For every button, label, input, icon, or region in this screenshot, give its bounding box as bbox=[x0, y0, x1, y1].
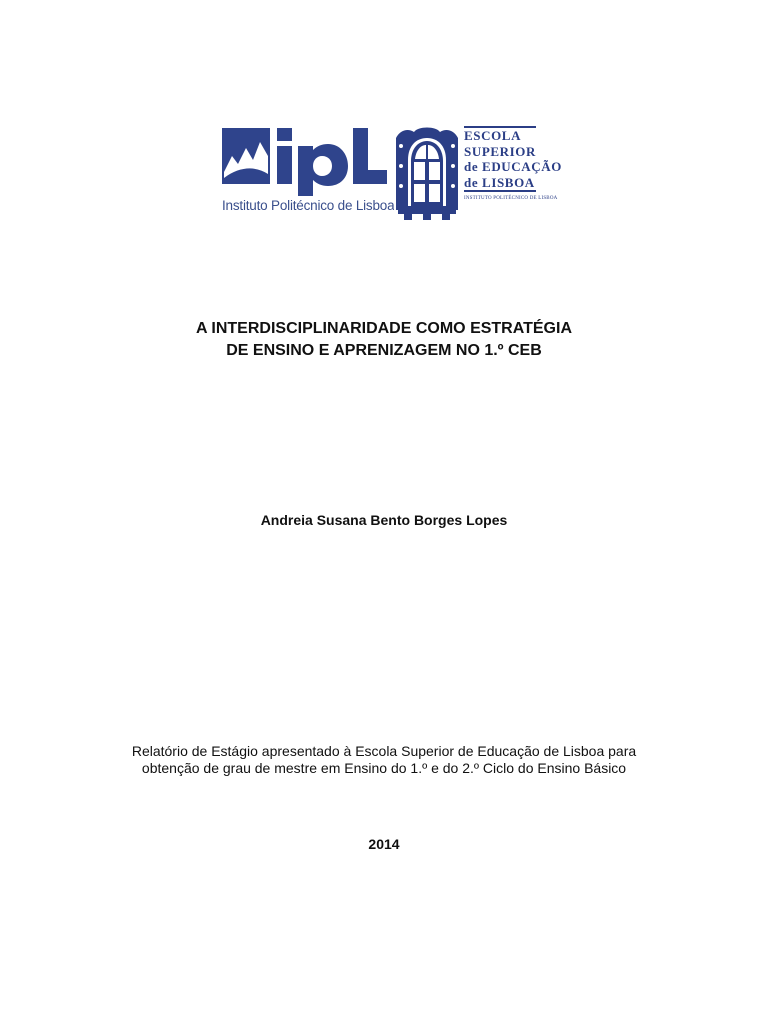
ese-wordmark bbox=[464, 126, 562, 202]
ese-rule-bottom bbox=[464, 190, 536, 192]
window-emblem-icon bbox=[394, 126, 460, 222]
report-line-1: Relatório de Estágio apresentado à Escola Superior de Educação de Lisboa para bbox=[131, 743, 637, 759]
ipl-logo bbox=[222, 126, 395, 218]
ipl-caption: Instituto Politécnico de Lisboa bbox=[222, 198, 395, 213]
ipl-logo-mark bbox=[222, 126, 390, 196]
title-line-1: A INTERDISCIPLINARIDADE COMO ESTRATÉGIA bbox=[195, 320, 572, 337]
ese-line-1: ESCOLA bbox=[464, 128, 522, 143]
ese-line-4: de LISBOA bbox=[464, 174, 535, 190]
report-line-2: obtenção de grau de mestre em Ensino do 1.º e do 2.º Ciclo do Ensino Básico bbox=[141, 760, 627, 776]
ese-logo bbox=[394, 126, 562, 224]
ese-subline: INSTITUTO POLITÉCNICO DE LISBOA bbox=[464, 196, 558, 201]
title-line-2: DE ENSINO E APRENIZAGEM NO 1.º CEB bbox=[226, 342, 542, 359]
publication-year: 2014 bbox=[368, 836, 400, 852]
author-name: Andreia Susana Bento Borges Lopes bbox=[260, 512, 508, 528]
ese-line-2: SUPERIOR bbox=[464, 143, 536, 159]
document-title bbox=[0, 318, 768, 362]
report-description bbox=[0, 743, 768, 777]
ese-line-3: de EDUCAÇÃO bbox=[464, 159, 562, 174]
